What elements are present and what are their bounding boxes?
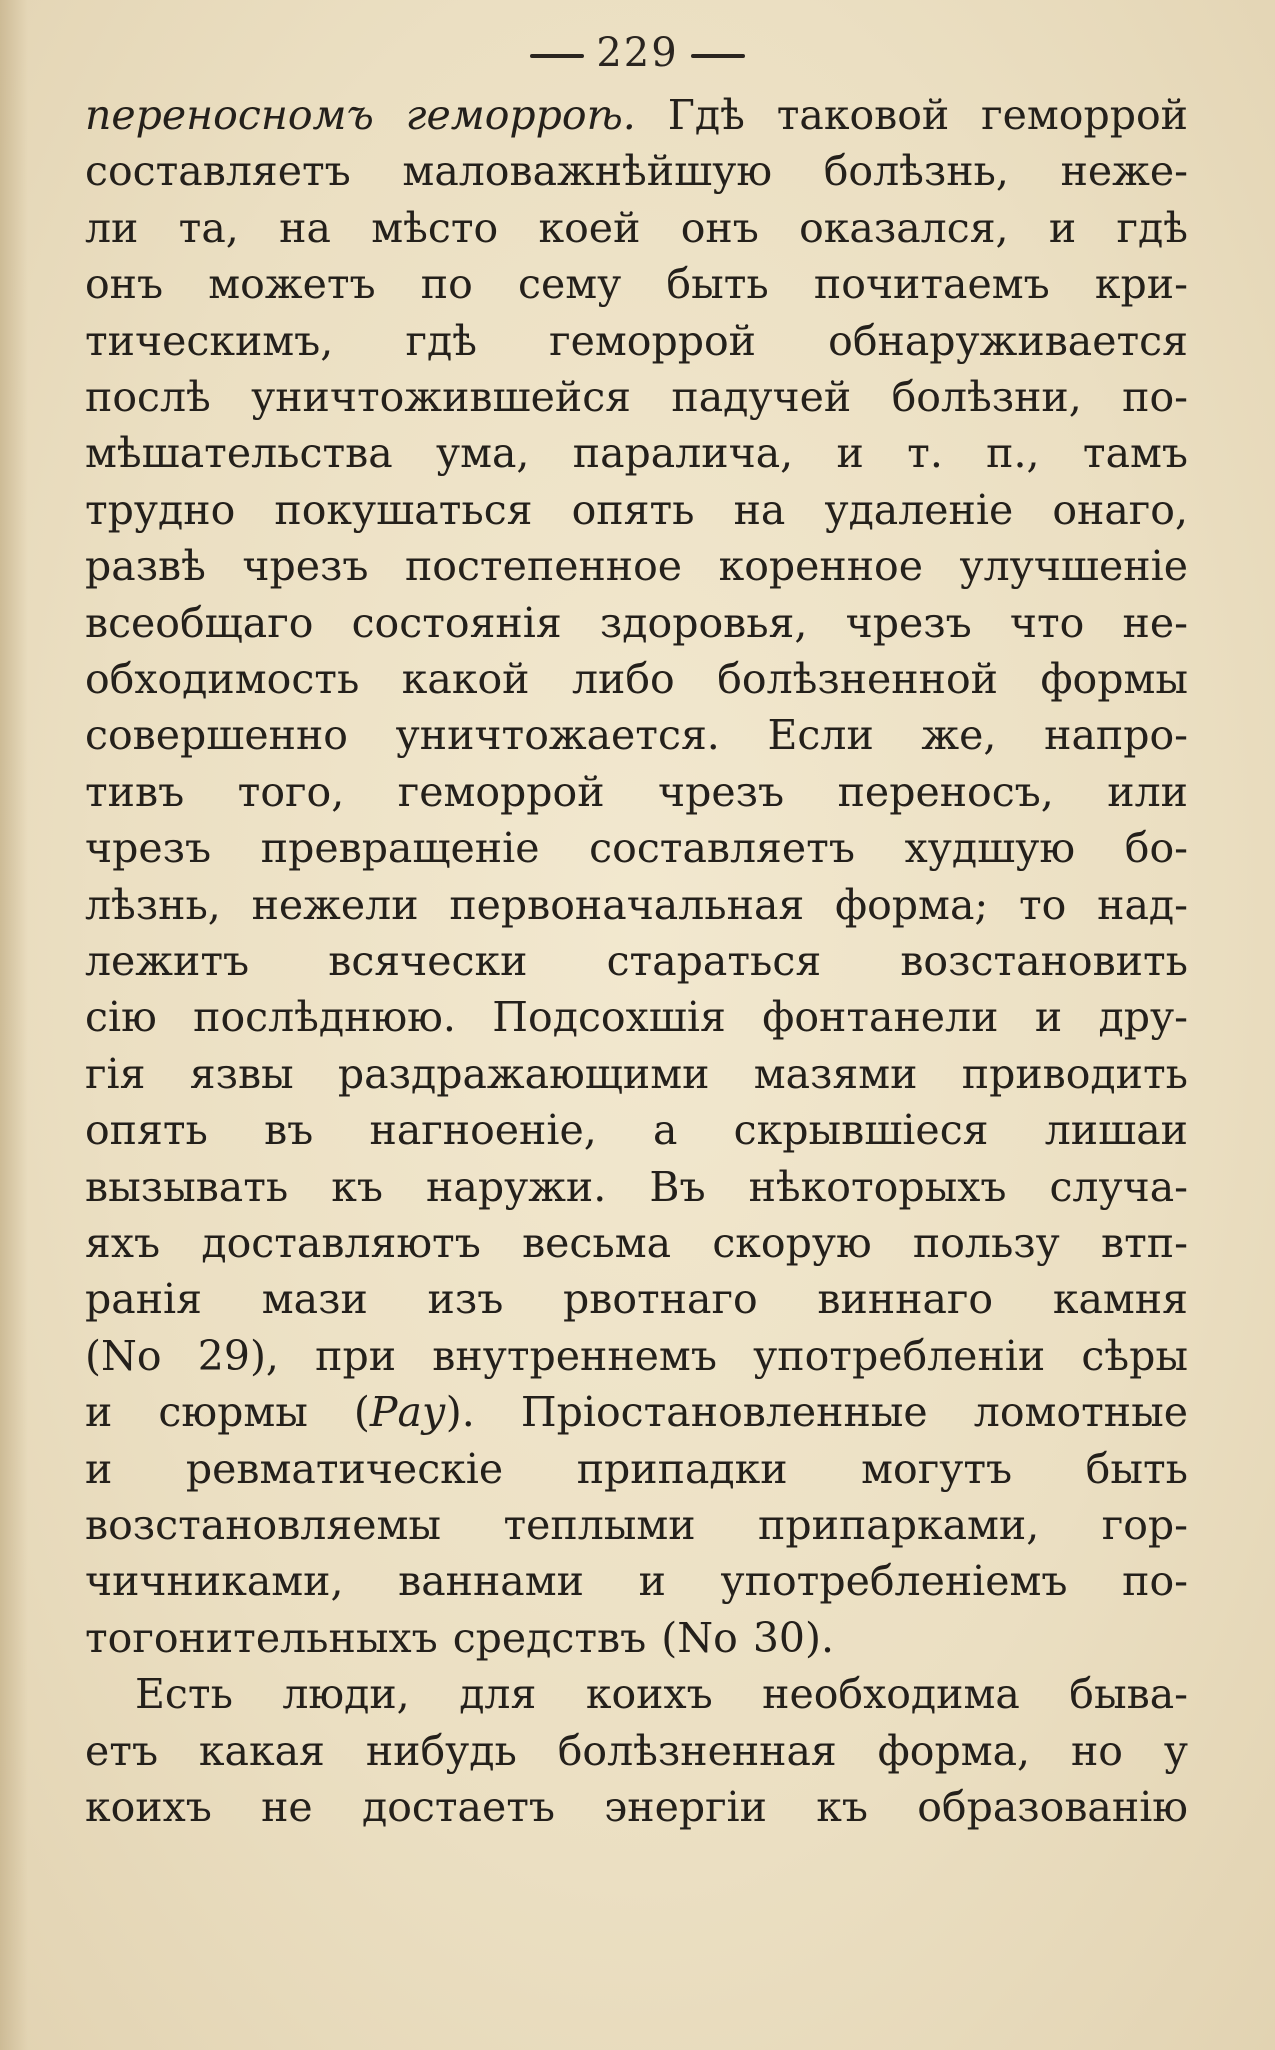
line-text: (No 29), при внутреннемъ употребленіи сѣры (85, 1331, 1188, 1380)
page-edge-shadow (0, 0, 28, 2050)
line-text: чичниками, ваннами и употребленіемъ по- (85, 1557, 1188, 1606)
line-text: вызывать къ наружи. Въ нѣкоторыхъ случа- (85, 1162, 1188, 1211)
line-text: трудно покушаться опять на удаленіе онаго, (85, 485, 1188, 534)
text-line (85, 595, 1188, 651)
text-line (85, 1441, 1188, 1497)
text-line (85, 1497, 1188, 1553)
line-text: етъ какая нибудь болѣзненная форма, но у (85, 1726, 1188, 1775)
page-header (0, 30, 1275, 76)
header-dash-right (691, 54, 745, 58)
text-line (85, 425, 1188, 481)
line-text: опять въ нагноеніе, а скрывшіеся лишаи (85, 1106, 1188, 1155)
text-line (85, 1779, 1188, 1835)
line-text: обходимость какой либо болѣзненной формы (85, 655, 1188, 703)
line-text: коихъ не достаетъ энергіи къ образованію (85, 1783, 1188, 1831)
line-text: совершенно уничтожается. Если же, напро- (85, 711, 1188, 760)
line-text: чрезъ превращеніе составляетъ худшую бо- (85, 824, 1188, 873)
text-line (85, 1046, 1188, 1102)
text-line (85, 651, 1188, 707)
italic-text: Рау (369, 1388, 446, 1437)
text-line (85, 1271, 1188, 1327)
text-line (85, 707, 1188, 763)
line-text: гія язвы раздражающими мазями приводить (85, 1049, 1188, 1098)
text-line (85, 1159, 1188, 1215)
text-line (85, 1102, 1188, 1158)
text-line (85, 820, 1188, 876)
text-line (85, 1215, 1188, 1271)
text-line (85, 933, 1188, 989)
line-text: тивъ того, геморрой чрезъ переносъ, или (85, 767, 1188, 816)
text-line (85, 1384, 1188, 1440)
line-text: тическимъ, гдѣ геморрой обнаруживается (85, 316, 1188, 365)
text-line (135, 1666, 1188, 1722)
text-line (85, 1553, 1188, 1609)
line-text: ли та, на мѣсто коей онъ оказался, и гдѣ (85, 203, 1188, 252)
text-line (85, 143, 1188, 199)
text-line (85, 200, 1188, 256)
line-text: яхъ доставляютъ весьма скорую пользу втп- (85, 1219, 1188, 1267)
line-text: и сюрмы ( (85, 1388, 370, 1437)
text-line (85, 1723, 1188, 1779)
line-text: Гдѣ таковой геморрой (635, 91, 1188, 139)
italic-text: переносномъ геморроѣ. (85, 91, 636, 139)
line-text: Есть люди, для коихъ необходима быва- (135, 1670, 1188, 1719)
line-text: ранія мази изъ рвотнаго виннаго камня (85, 1275, 1188, 1324)
line-text: послѣ уничтожившейся падучей болѣзни, по- (85, 373, 1188, 421)
line-text: мѣшательства ума, паралича, и т. п., тамъ (85, 429, 1188, 478)
line-text: онъ можетъ по сему быть почитаемъ кри- (85, 260, 1188, 309)
line-text: возстановляемы теплыми припарками, гор- (85, 1501, 1188, 1549)
line-text: сію послѣднюю. Подсохшія фонтанели и дру- (85, 993, 1188, 1042)
text-line (85, 256, 1188, 312)
line-text: развѣ чрезъ постепенное коренное улучшеніе (85, 542, 1188, 591)
text-line (85, 1328, 1188, 1384)
text-line (85, 369, 1188, 425)
line-text: лѣзнь, нежели первоначальная форма; то над- (85, 880, 1188, 929)
text-line (85, 482, 1188, 538)
line-text: тогонительныхъ средствъ (No 30). (85, 1613, 835, 1662)
page-number: 229 (596, 30, 679, 76)
text-line (85, 538, 1188, 594)
text-line (85, 313, 1188, 369)
line-text: всеобщаго состоянія здоровья, чрезъ что не- (85, 598, 1188, 647)
line-text: и ревматическіе припадки могутъ быть (85, 1444, 1188, 1493)
line-text: ). Пріостановленные ломотные (445, 1388, 1188, 1437)
line-text: составляетъ маловажнѣйшую болѣзнь, неже- (85, 147, 1188, 196)
line-text: лежитъ всячески стараться возстановить (85, 937, 1188, 985)
text-line (85, 87, 1188, 143)
text-line (85, 764, 1188, 820)
text-line (85, 1610, 1188, 1666)
header-dash-left (530, 54, 584, 58)
text-line (85, 989, 1188, 1045)
text-line (85, 877, 1188, 933)
